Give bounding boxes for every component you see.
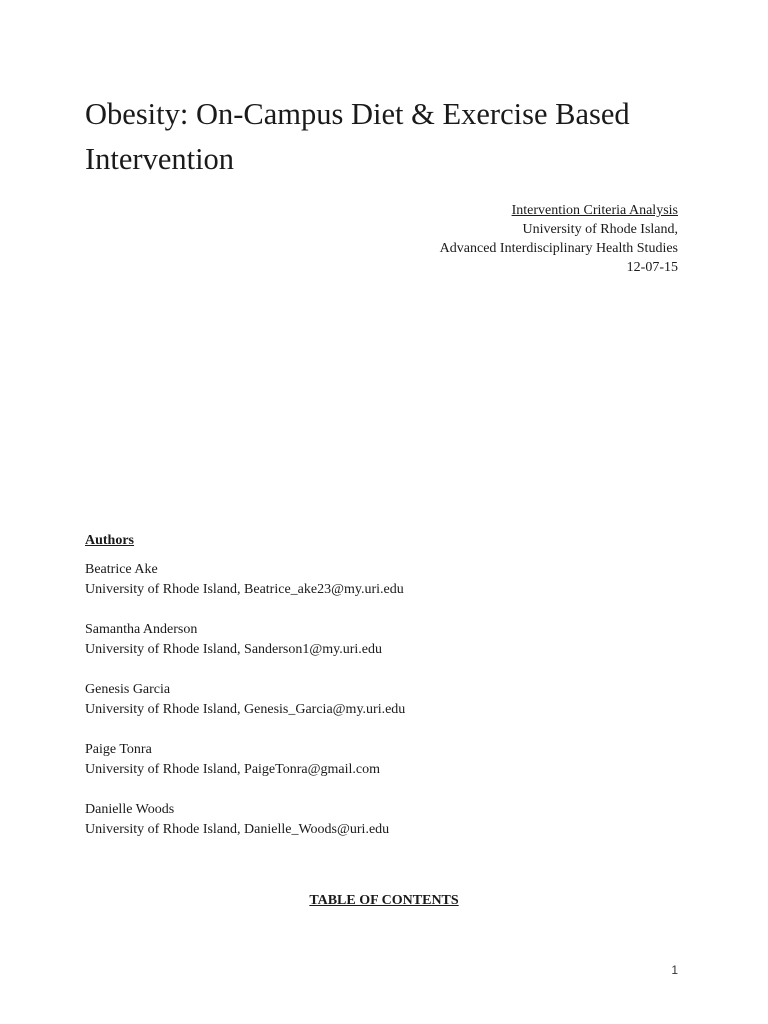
institution: University of Rhode Island, — [522, 222, 678, 237]
author-name: Danielle Woods — [85, 802, 175, 817]
author-entry — [85, 740, 405, 780]
program: Advanced Interdisciplinary Health Studies — [439, 241, 678, 256]
document-date: 12-07-15 — [626, 260, 678, 275]
author-affiliation: University of Rhode Island, Danielle_Woods@uri.edu — [85, 822, 390, 837]
author-affiliation: University of Rhode Island, Sanderson1@my.uri.edu — [85, 642, 382, 657]
document-title: Obesity: On-Campus Diet & Exercise Based Intervention — [85, 97, 630, 176]
author-affiliation: University of Rhode Island, Beatrice_ake23@my.uri.edu — [85, 582, 404, 597]
author-entry — [85, 680, 405, 720]
author-entry — [85, 620, 405, 660]
author-affiliation: University of Rhode Island, PaigeTonra@gmail.com — [85, 762, 380, 777]
author-entry — [85, 560, 405, 600]
authors-section — [85, 531, 405, 860]
authors-heading: Authors — [85, 533, 135, 548]
author-name: Genesis Garcia — [85, 682, 171, 697]
report-type: Intervention Criteria Analysis — [511, 203, 678, 218]
page-number: 1 — [671, 963, 678, 977]
author-affiliation: University of Rhode Island, Genesis_Garcia@my.uri.edu — [85, 702, 406, 717]
table-of-contents-heading: TABLE OF CONTENTS — [309, 893, 459, 908]
author-name: Paige Tonra — [85, 742, 152, 757]
author-name: Beatrice Ake — [85, 562, 158, 577]
document-meta — [440, 201, 678, 277]
author-entry — [85, 800, 405, 840]
author-name: Samantha Anderson — [85, 622, 198, 637]
